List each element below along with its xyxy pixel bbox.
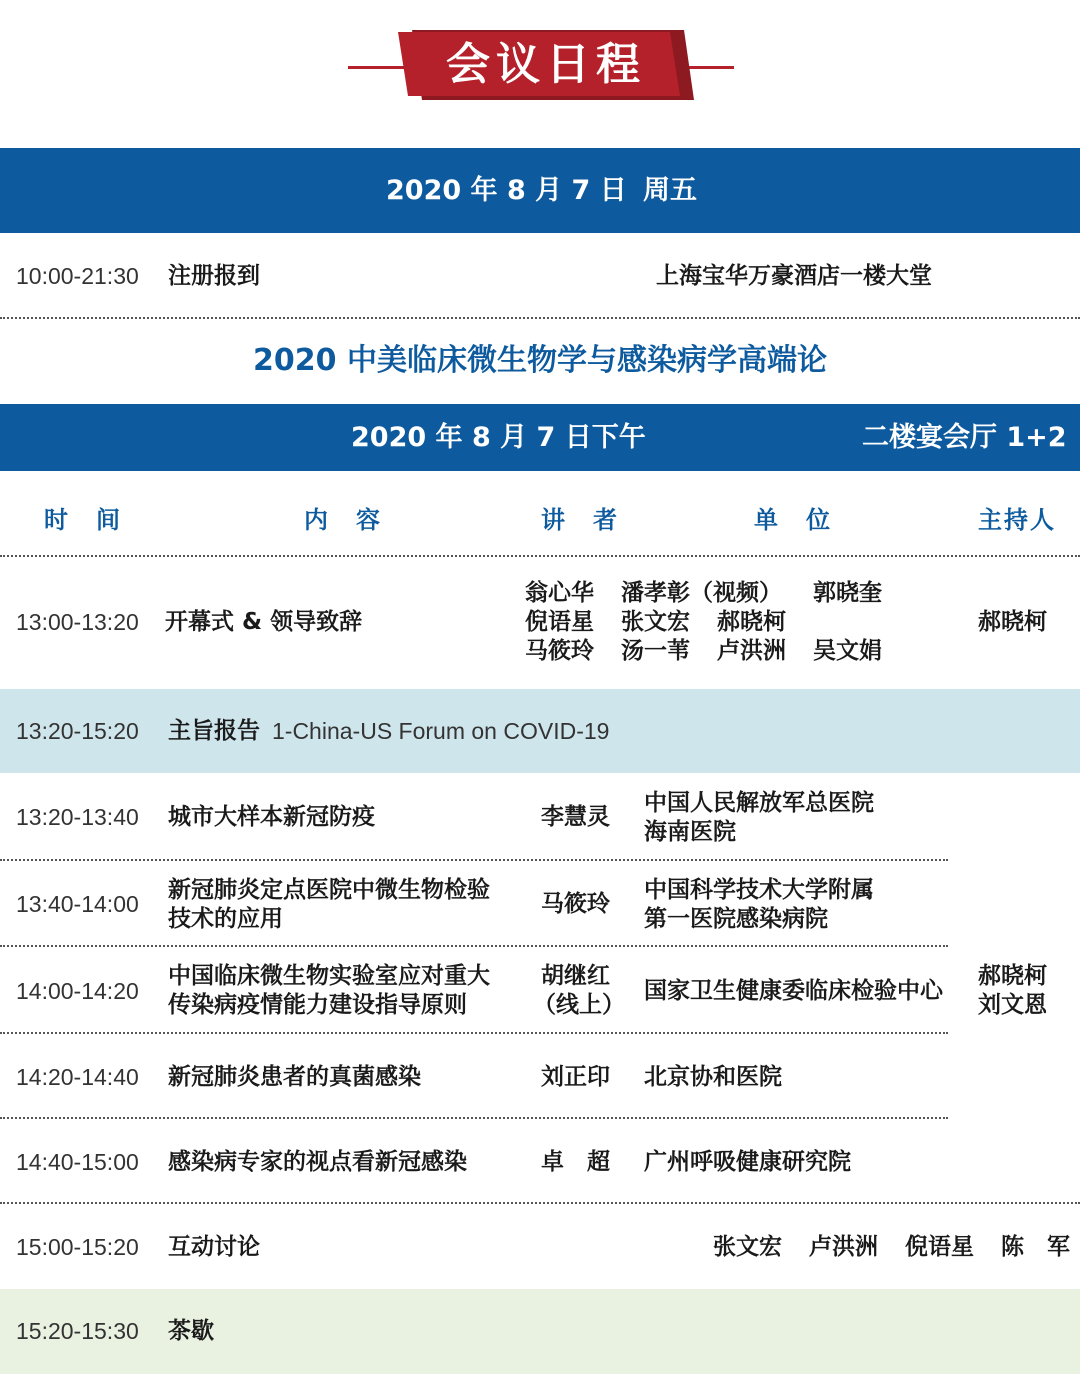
divider — [0, 945, 948, 947]
talks-host: 郝晓柯 — [978, 963, 1047, 989]
column-header-content: 内 容 — [304, 506, 382, 534]
registration-title: 注册报到 — [168, 263, 260, 289]
opening-speaker: 潘孝彰（视频） — [621, 580, 782, 606]
divider — [0, 317, 1080, 319]
column-header-speaker: 讲 者 — [541, 506, 619, 534]
column-header-time: 时 间 — [44, 506, 122, 534]
talk-title: 新冠肺炎定点医院中微生物检验 — [168, 877, 490, 903]
talk-time: 13:20-13:40 — [16, 804, 139, 830]
banner-title: 会议日程 — [446, 39, 646, 90]
talk-title: 感染病专家的视点看新冠感染 — [168, 1149, 467, 1175]
opening-speaker: 马筱玲 — [525, 638, 594, 664]
title-banner — [348, 30, 734, 100]
talk-unit: 国家卫生健康委临床检验中心 — [644, 978, 943, 1004]
column-header-host: 主持人 — [978, 506, 1056, 534]
session-date: 2020 年 8 月 7 日下午 — [351, 422, 646, 453]
day-weekday: 周五 — [643, 175, 697, 206]
talk-speaker: 刘正印 — [541, 1064, 610, 1090]
discussion-time: 15:00-15:20 — [16, 1234, 139, 1260]
opening-speaker: 吴文娟 — [813, 638, 882, 664]
talks-host: 刘文恩 — [978, 992, 1047, 1018]
registration-time: 10:00-21:30 — [16, 263, 139, 289]
talk-speaker: 李慧灵 — [541, 804, 610, 830]
talk-speaker: （线上） — [533, 992, 625, 1018]
divider — [0, 555, 1080, 557]
forum-title: 2020 中美临床微生物学与感染病学高端论 — [253, 343, 827, 378]
divider — [0, 1202, 1080, 1204]
discussion-speaker: 张文宏 — [713, 1234, 782, 1260]
talk-title: 城市大样本新冠防疫 — [168, 804, 375, 830]
opening-speaker: 翁心华 — [525, 580, 594, 606]
divider — [0, 1117, 948, 1119]
talk-time: 13:40-14:00 — [16, 891, 139, 917]
keynote-label: 主旨报告 — [168, 718, 260, 744]
opening-speaker: 卢洪洲 — [717, 638, 786, 664]
session-venue: 二楼宴会厅 1+2 — [862, 422, 1067, 453]
talk-unit: 中国人民解放军总医院 — [644, 790, 874, 816]
day-bar — [0, 148, 1080, 233]
day-date: 2020 年 8 月 7 日 — [386, 175, 627, 206]
talk-title: 中国临床微生物实验室应对重大 — [168, 963, 490, 989]
discussion-speaker: 卢洪洲 — [809, 1234, 878, 1260]
opening-speaker: 郭晓奎 — [813, 580, 882, 606]
opening-title: 开幕式 & 领导致辞 — [165, 609, 363, 635]
talk-unit: 第一医院感染病院 — [644, 906, 828, 932]
discussion-speaker: 陈 军 — [1001, 1234, 1070, 1260]
keynote-subtitle: 1-China-US Forum on COVID-19 — [272, 718, 610, 744]
talk-unit: 中国科学技术大学附属 — [644, 877, 874, 903]
keynote-time: 13:20-15:20 — [16, 718, 139, 744]
break-title: 茶歇 — [168, 1318, 214, 1344]
opening-speaker: 倪语星 — [525, 609, 594, 635]
discussion-title: 互动讨论 — [168, 1234, 260, 1260]
talk-unit: 海南医院 — [644, 819, 736, 845]
opening-time: 13:00-13:20 — [16, 609, 139, 635]
opening-host: 郝晓柯 — [978, 609, 1047, 635]
talk-title: 技术的应用 — [168, 906, 283, 932]
break-band — [0, 1289, 1080, 1374]
talk-speaker: 胡继红 — [541, 963, 610, 989]
opening-speaker: 张文宏 — [621, 609, 690, 635]
divider — [0, 859, 948, 861]
divider — [0, 1032, 948, 1034]
opening-speaker: 汤一苇 — [621, 638, 690, 664]
opening-speaker: 郝晓柯 — [717, 609, 786, 635]
talk-unit: 广州呼吸健康研究院 — [644, 1149, 851, 1175]
talk-time: 14:40-15:00 — [16, 1149, 139, 1175]
talk-title: 传染病疫情能力建设指导原则 — [168, 992, 467, 1018]
talk-time: 14:20-14:40 — [16, 1064, 139, 1090]
talk-speaker: 卓 超 — [541, 1149, 610, 1175]
break-time: 15:20-15:30 — [16, 1318, 139, 1344]
registration-location: 上海宝华万豪酒店一楼大堂 — [656, 263, 932, 289]
talk-title: 新冠肺炎患者的真菌感染 — [168, 1064, 421, 1090]
talk-unit: 北京协和医院 — [644, 1064, 782, 1090]
discussion-speaker: 倪语星 — [905, 1234, 974, 1260]
talk-time: 14:00-14:20 — [16, 978, 139, 1004]
talk-speaker: 马筱玲 — [541, 891, 610, 917]
column-header-unit: 单 位 — [754, 506, 832, 534]
session-bar — [0, 404, 1080, 471]
